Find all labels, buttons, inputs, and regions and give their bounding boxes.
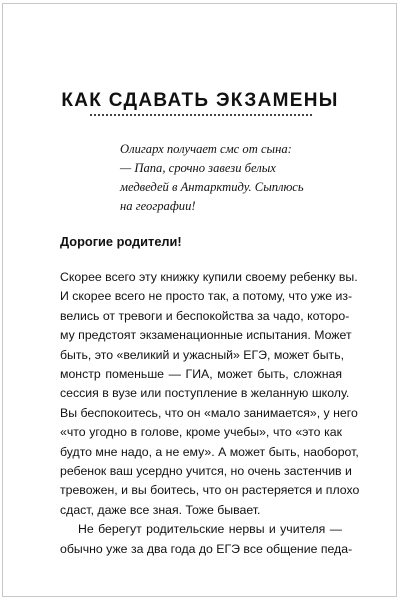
body-line: «что угодно в голове, кроме учебы», что «это как bbox=[60, 425, 342, 440]
body-line: быть, это «великий и ужасный» ЕГЭ, может быть, bbox=[60, 347, 345, 362]
body-line: му предстоят экзаменационные испытания. Может bbox=[60, 328, 352, 343]
body-line: велись от тревоги и беспокойства за чадо, которо- bbox=[60, 308, 350, 323]
body-line: сдаст, даже все зная. Тоже бывает. bbox=[60, 502, 261, 517]
body-line: Вы беспокоитесь, что он «мало занимается», у него bbox=[60, 405, 358, 420]
body-line: сессия в вузе или поступление в желанную школу. bbox=[60, 386, 350, 401]
body-line: обычно уже за два года до ЕГЭ все общение педа- bbox=[60, 541, 353, 556]
epigraph-line: на географии! bbox=[120, 199, 196, 213]
epigraph-line: медведей в Антарктиду. Сыплюсь bbox=[120, 180, 304, 194]
epigraph bbox=[120, 140, 340, 216]
body-line: Не берегут родительские нервы и учителя — bbox=[78, 522, 342, 537]
body-line: будто мне надо, а не ему». А может быть, наоборот, bbox=[60, 444, 359, 459]
body-paragraphs bbox=[60, 268, 360, 559]
epigraph-line: Олигарх получает смс от сына: bbox=[120, 142, 292, 156]
chapter-title: КАК СДАВАТЬ ЭКЗАМЕНЫ bbox=[61, 90, 339, 111]
body-line: ребенок ваш усердно учится, но очень застенчив и bbox=[60, 464, 352, 479]
body-line: монстр поменьше — ГИА, может быть, сложная bbox=[60, 367, 342, 382]
body-line: Скорее всего эту книжку купили своему ребенку вы. bbox=[60, 270, 358, 284]
title-dotted-rule bbox=[90, 114, 312, 116]
body-line: тревожен, и вы боитесь, что он растеряется и плохо bbox=[60, 483, 360, 498]
greeting-heading: Дорогие родители! bbox=[60, 234, 182, 249]
epigraph-line: — Папа, срочно завези белых bbox=[120, 161, 276, 175]
body-line: И скорее всего не просто так, а потому, что уже из- bbox=[60, 289, 353, 304]
